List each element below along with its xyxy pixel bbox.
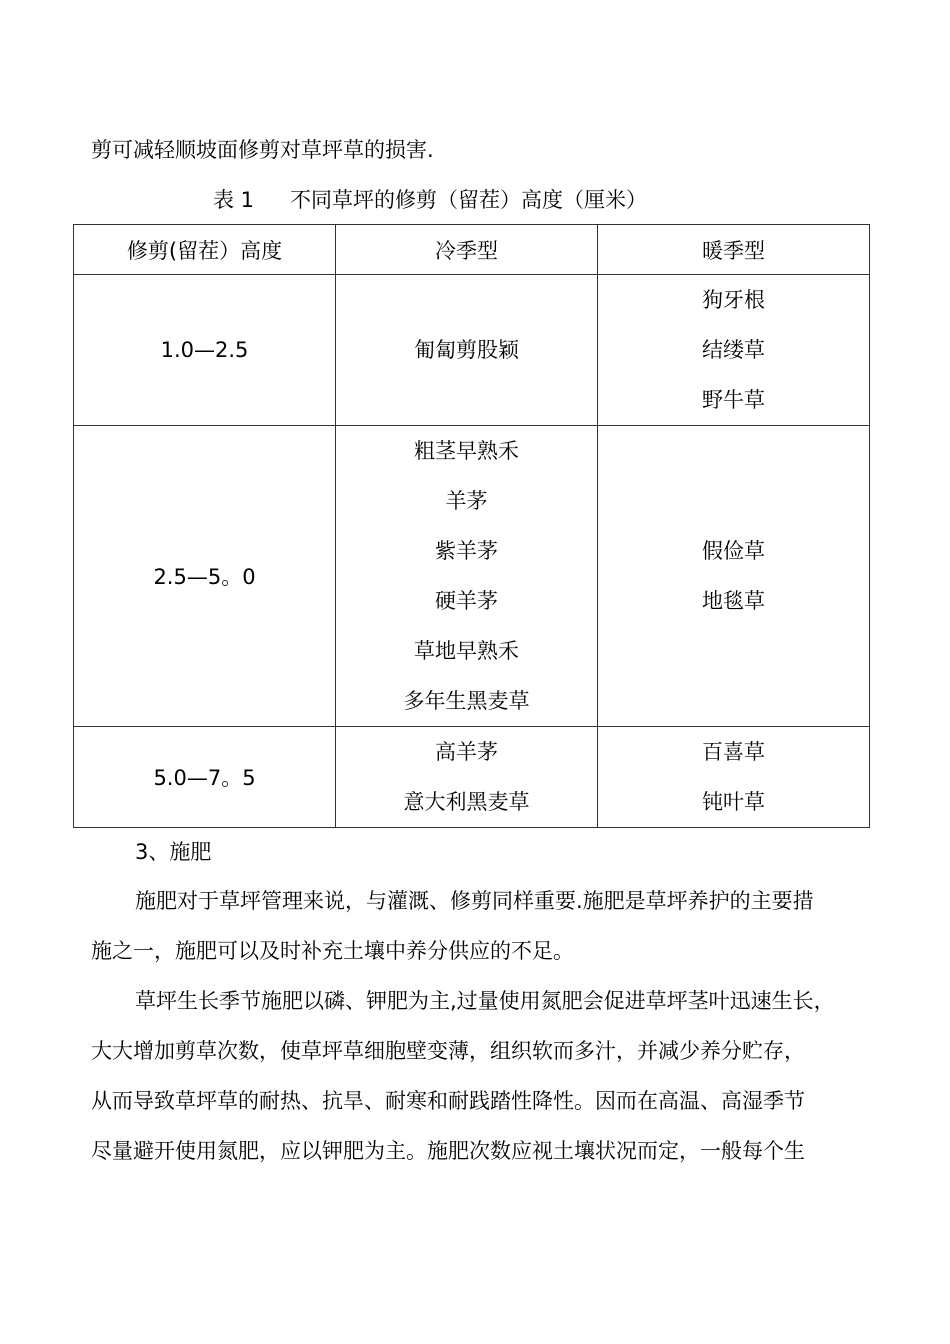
height-range-cell: 5.0—7。5 xyxy=(74,727,336,828)
header-warm-season: 暖季型 xyxy=(598,225,870,275)
height-range-cell: 1.0—2.5 xyxy=(74,275,336,426)
header-height: 修剪(留茬）高度 xyxy=(74,225,336,275)
warm-season-cell xyxy=(598,275,870,426)
paragraph-line: 草坪生长季节施肥以磷、钾肥为主,过量使用氮肥会促进草坪茎叶迅速生长， xyxy=(135,989,835,1013)
grass-name: 钝叶草 xyxy=(702,790,765,814)
header-cool-season: 冷季型 xyxy=(336,225,598,275)
grass-name: 粗茎早熟禾 xyxy=(414,439,519,463)
table-header-row xyxy=(74,225,870,275)
table-row xyxy=(74,275,870,426)
mowing-height-table xyxy=(73,224,870,828)
grass-name: 匍匐剪股颖 xyxy=(414,338,519,362)
grass-name: 羊茅 xyxy=(445,489,488,513)
paragraph-line: 尽量避开使用氮肥，应以钾肥为主。施肥次数应视土壤状况而定，一般每个生 xyxy=(91,1139,805,1163)
paragraph-line: 施之一，施肥可以及时补充土壤中养分供应的不足。 xyxy=(91,939,574,963)
grass-name: 紫羊茅 xyxy=(435,539,498,563)
grass-name: 野牛草 xyxy=(702,388,765,412)
grass-name: 多年生黑麦草 xyxy=(403,689,530,713)
grass-name: 地毯草 xyxy=(702,589,765,613)
cool-season-cell xyxy=(336,727,598,828)
cool-season-cell xyxy=(336,426,598,727)
grass-name: 意大利黑麦草 xyxy=(403,790,530,814)
cool-season-cell xyxy=(336,275,598,426)
paragraph-line: 施肥对于草坪管理来说，与灌溉、修剪同样重要.施肥是草坪养护的主要措 xyxy=(135,889,814,913)
height-range-cell: 2.5—5。0 xyxy=(74,426,336,727)
warm-season-cell xyxy=(598,426,870,727)
section-heading: 3、施肥 xyxy=(135,840,212,864)
grass-name: 硬羊茅 xyxy=(435,589,498,613)
grass-name: 草地早熟禾 xyxy=(414,639,519,663)
paragraph-continuation: 剪可减轻顺坡面修剪对草坪草的损害. xyxy=(91,138,434,162)
grass-name: 高羊茅 xyxy=(435,740,498,764)
grass-name: 百喜草 xyxy=(702,740,765,764)
table-row xyxy=(74,727,870,828)
table-row xyxy=(74,426,870,727)
warm-season-cell xyxy=(598,727,870,828)
grass-name: 狗牙根 xyxy=(702,288,765,312)
table-title: 不同草坪的修剪（留茬）高度（厘米） xyxy=(290,188,647,212)
grass-name: 假俭草 xyxy=(702,539,765,563)
grass-name: 结缕草 xyxy=(702,338,765,362)
paragraph-line: 大大增加剪草次数，使草坪草细胞壁变薄，组织软而多汁，并减少养分贮存， xyxy=(91,1039,805,1063)
table-number: 表 1 xyxy=(213,188,255,212)
paragraph-line: 从而导致草坪草的耐热、抗旱、耐寒和耐践踏性降性。因而在高温、高湿季节 xyxy=(91,1089,805,1113)
